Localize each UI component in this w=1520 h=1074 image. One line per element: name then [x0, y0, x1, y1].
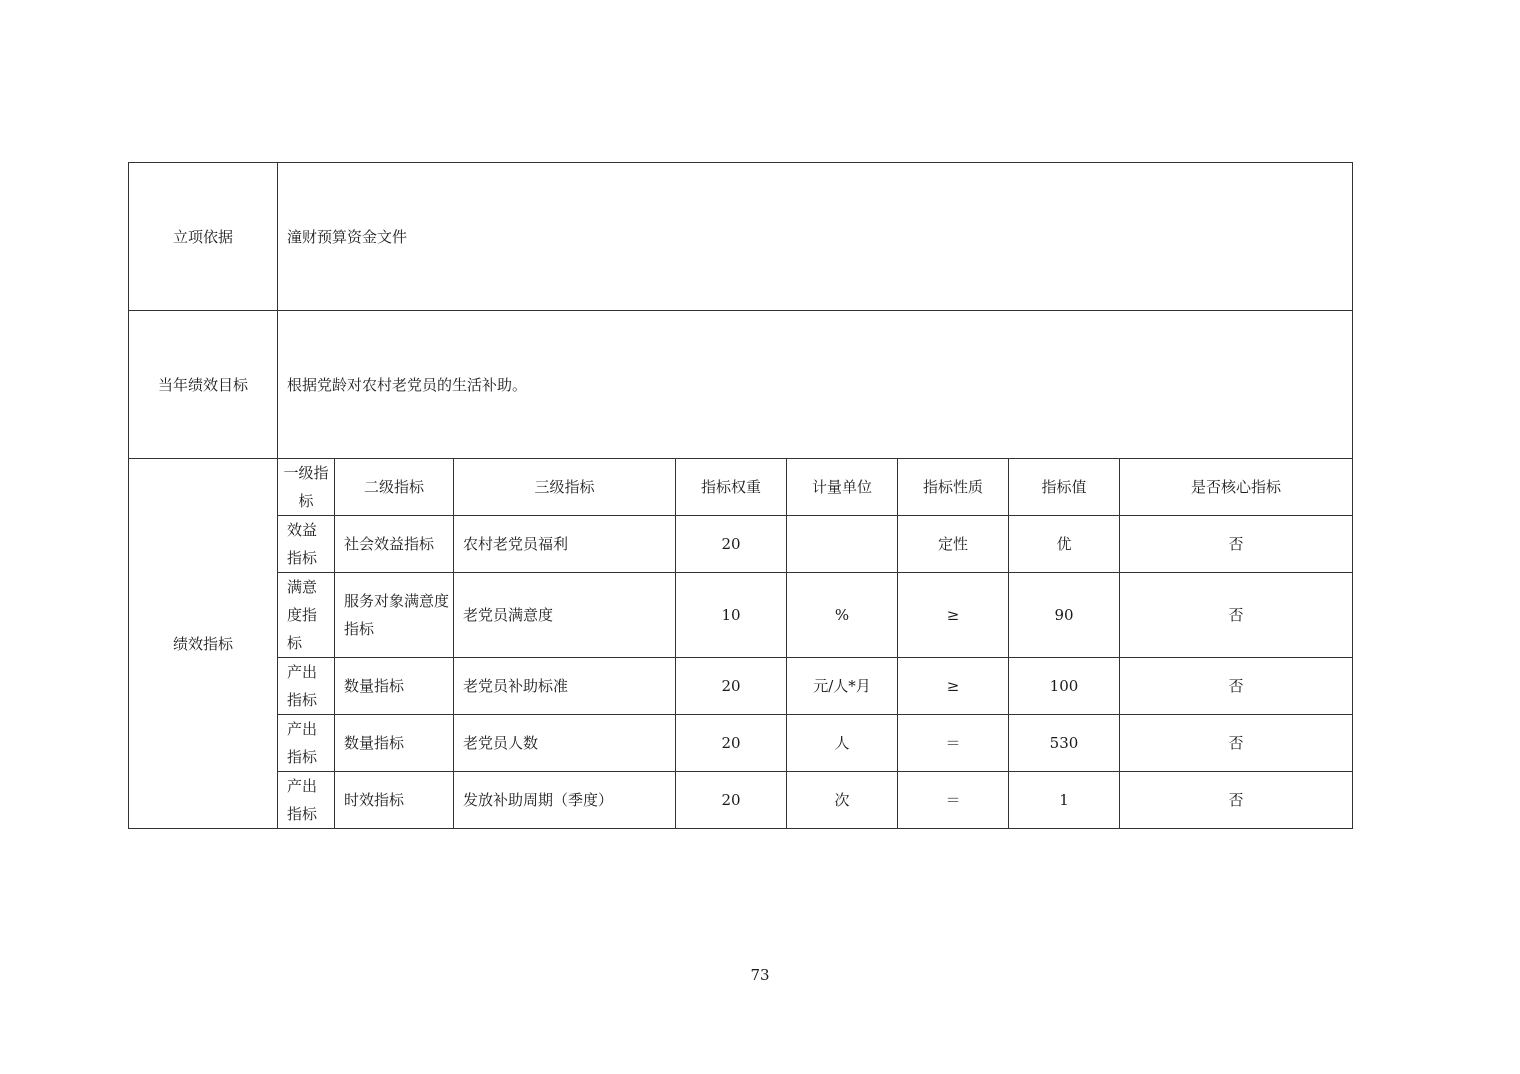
- basis-label: 立项依据: [129, 163, 278, 311]
- row-core: 否: [1120, 516, 1353, 573]
- row-nature: ≥: [898, 573, 1009, 658]
- row-level2: 数量指标: [335, 715, 454, 772]
- basis-value: 潼财预算资金文件: [278, 163, 1353, 311]
- row-value: 90: [1009, 573, 1120, 658]
- row-level1: 产出指标: [278, 772, 335, 829]
- indicator-header-row: [129, 459, 1353, 516]
- header-level3: 三级指标: [454, 459, 676, 516]
- table-row: [129, 715, 1353, 772]
- table-row: [129, 772, 1353, 829]
- row-unit: 元/人*月: [787, 658, 898, 715]
- row-value: 优: [1009, 516, 1120, 573]
- row-weight: 20: [676, 772, 787, 829]
- row-level3: 老党员补助标准: [454, 658, 676, 715]
- table-row: [129, 658, 1353, 715]
- row-level1: 产出指标: [278, 715, 335, 772]
- row-weight: 20: [676, 715, 787, 772]
- indicators-label: 绩效指标: [129, 459, 278, 829]
- row-weight: 20: [676, 658, 787, 715]
- header-value: 指标值: [1009, 459, 1120, 516]
- row-nature: ≥: [898, 658, 1009, 715]
- page-number: 73: [750, 966, 770, 984]
- goal-row: [129, 311, 1353, 459]
- row-level3: 发放补助周期（季度）: [454, 772, 676, 829]
- row-value: 530: [1009, 715, 1120, 772]
- row-weight: 10: [676, 573, 787, 658]
- row-core: 否: [1120, 658, 1353, 715]
- header-unit: 计量单位: [787, 459, 898, 516]
- row-level3: 老党员人数: [454, 715, 676, 772]
- row-level3: 农村老党员福利: [454, 516, 676, 573]
- row-core: 否: [1120, 573, 1353, 658]
- row-nature: ＝: [898, 715, 1009, 772]
- row-level1: 满意度指标: [278, 573, 335, 658]
- row-level3: 老党员满意度: [454, 573, 676, 658]
- row-unit: 人: [787, 715, 898, 772]
- header-level2: 二级指标: [335, 459, 454, 516]
- row-level2: 服务对象满意度指标: [335, 573, 454, 658]
- row-nature: ＝: [898, 772, 1009, 829]
- table-row: [129, 573, 1353, 658]
- row-unit: [787, 516, 898, 573]
- performance-table: [128, 162, 1353, 829]
- row-level1: 产出指标: [278, 658, 335, 715]
- header-weight: 指标权重: [676, 459, 787, 516]
- row-level2: 时效指标: [335, 772, 454, 829]
- row-unit: 次: [787, 772, 898, 829]
- row-level1: 效益指标: [278, 516, 335, 573]
- header-nature: 指标性质: [898, 459, 1009, 516]
- basis-row: [129, 163, 1353, 311]
- goal-value: 根据党龄对农村老党员的生活补助。: [278, 311, 1353, 459]
- table-row: [129, 516, 1353, 573]
- row-core: 否: [1120, 772, 1353, 829]
- row-unit: %: [787, 573, 898, 658]
- header-core: 是否核心指标: [1120, 459, 1353, 516]
- row-value: 1: [1009, 772, 1120, 829]
- row-weight: 20: [676, 516, 787, 573]
- row-core: 否: [1120, 715, 1353, 772]
- row-value: 100: [1009, 658, 1120, 715]
- row-level2: 数量指标: [335, 658, 454, 715]
- goal-label: 当年绩效目标: [129, 311, 278, 459]
- header-level1: 一级指标: [278, 459, 335, 516]
- row-level2: 社会效益指标: [335, 516, 454, 573]
- row-nature: 定性: [898, 516, 1009, 573]
